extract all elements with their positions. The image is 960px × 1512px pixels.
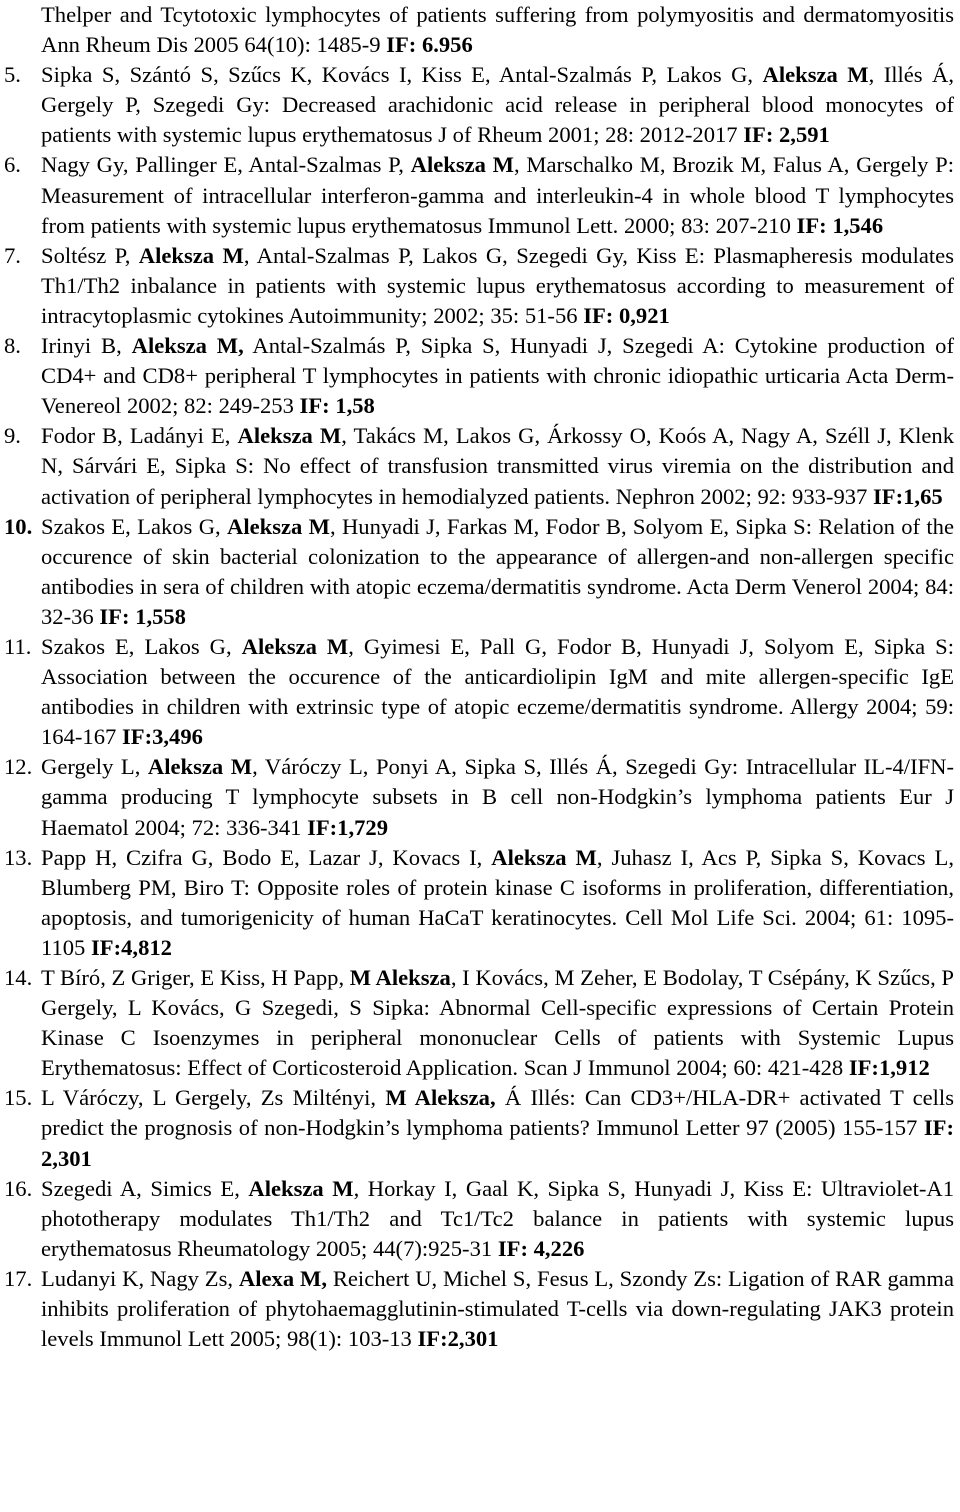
reference-number: 8. [4,333,21,359]
reference-text [41,512,954,632]
continued-reference [41,0,954,60]
bold-segment: IF: 1,58 [299,393,375,419]
reference-text [41,963,954,1083]
reference-number: 10. [4,513,33,539]
reference-item [4,752,954,842]
bold-segment: IF: 1,558 [99,603,186,629]
bold-segment: IF:1,729 [307,814,389,840]
text-segment: Irinyi B, [41,333,132,359]
text-segment: , Illés Á, Gergely P, Szegedi Gy: Decreased arachidonic acid release in peripheral blood monocytes of patients with systemic lupus erythematosus J of Rheum 2001; 28: 2012-2017 [41,62,954,148]
bold-segment: Aleksza M, [131,333,244,359]
bold-segment: IF:4,812 [91,934,172,960]
bold-segment: Aleksza M [762,62,869,88]
reference-number: 9. [4,423,21,449]
text-segment: , Váróczy L, Ponyi A, Sipka S, Illés Á, Szegedi Gy: Intracellular IL-4/IFN-gamma producing T lymphocyte subsets in B cell non-Hodgkin’s lymphoma patients Eur J Haematol 2004; 72: 336-341 [41,754,955,840]
bold-segment: Aleksza M [138,242,244,268]
text-segment: Szakos E, Lakos G, [41,513,227,539]
reference-number: 17. [4,1265,33,1291]
text-segment: Szegedi A, Simics E, [41,1175,249,1201]
bold-segment: IF: 1,546 [796,212,884,238]
reference-number: 11. [4,633,32,659]
text-segment: Reichert U, Michel S, Fesus L, Szondy Zs: Ligation of RAR gamma inhibits proliferation of phytohaemagglutinin-stimulated T-cells via down-regulating JAK3 protein levels Immunol Lett 2005; 98(1): 103-13 [41,1265,954,1352]
text-segment: , Juhasz I, Acs P, Sipka S, Kovacs L, Blumberg PM, Biro T: Opposite roles of protein kinase C isoforms in proliferation, differentiation, apoptosis, and tumorigenicity of human HaCaT keratinocytes. Cell Mol Life Sci. 2004; 61: 1095-1105 [41,844,955,960]
bold-segment: IF:1,65 [873,483,943,509]
reference-text [41,1174,954,1264]
reference-item [4,843,954,963]
bold-segment: Aleksza M [241,633,349,659]
text-segment: , Takács M, Lakos G, Árkossy O, Koós A, Nagy A, Széll J, Klenk N, Sárvári E, Sipka S: No effect of transfusion transmitted virus viremia on the distribution and activation of peripheral lymphocytes in hemodialyzed patients. Nephron 2002; 92: 933-937 [41,423,954,509]
continued-reference-text: Thelper and Tcytotoxic lymphocytes of patients suffering from polymyositis and dermatomyositis Ann Rheum Dis 2005 64(10): 1485-9 [41,2,954,58]
reference-item [4,150,954,240]
reference-text [41,241,954,331]
reference-text [41,60,954,150]
bold-segment: IF:1,912 [848,1055,930,1081]
reference-text [41,150,954,240]
bold-segment: IF: 2,591 [743,122,830,148]
text-segment: T Bíró, Z Griger, E Kiss, H Papp, [41,965,350,990]
bold-segment: M Aleksza [349,965,451,990]
bold-segment: Aleksza M [491,844,597,870]
reference-text [41,632,954,752]
text-segment: Ludanyi K, Nagy Zs, [41,1265,239,1291]
bold-segment: IF:3,496 [121,724,203,750]
reference-text [41,1083,954,1173]
text-segment: Antal-Szalmás P, Sipka S, Hunyadi J, Szegedi A: Cytokine production of CD4+ and CD8+ peripheral T lymphocytes in patients with chronic idiopathic urticaria Acta Derm-Venereol 2002; 82: 249-253 [41,333,954,419]
reference-text [41,331,954,421]
text-segment: Fodor B, Ladányi E, [41,423,238,449]
text-segment: , I Kovács, M Zeher, E Bodolay, T Csépány, K Szűcs, P Gergely, L Kovács, G Szegedi, S Sipka: Abnormal Cell-specific expressions of Certain Protein Kinase C Isoenzymes in peripheral mononuclear Cells of patients with Systemic Lupus Erythematosus: Effect of Corticosteroid Application. Scan J Immunol 2004; 60: 421-428 [41,965,954,1081]
reference-text [41,1264,954,1354]
text-segment: Papp H, Czifra G, Bodo E, Lazar J, Kovacs I, [41,844,492,870]
text-segment: Soltész P, [41,242,139,268]
reference-item [4,1083,954,1173]
reference-text [41,843,954,963]
bold-segment: IF:2,301 [417,1326,499,1352]
bold-segment: Aleksza M [227,513,330,539]
reference-item [4,60,954,150]
bold-segment: IF: 2,301 [41,1115,954,1171]
reference-number: 5. [4,62,21,88]
reference-item [4,241,954,331]
reference-text [41,752,954,842]
text-segment: Á Illés: Can CD3+/HLA-DR+ activated T cells predict the prognosis of non-Hodgkin’s lymphoma patients? Immunol Letter 97 (2005) 155-157 [41,1085,954,1141]
reference-number: 6. [4,152,21,178]
text-segment: Gergely L, [41,754,148,780]
reference-number: 7. [4,242,21,268]
bold-segment: Aleksza M [248,1175,354,1201]
reference-item [4,1264,954,1354]
text-segment: Sipka S, Szántó S, Szűcs K, Kovács I, Kiss E, Antal-Szalmás P, Lakos G, [41,62,763,88]
text-segment: , Horkay I, Gaal K, Sipka S, Hunyadi J, Kiss E: Ultraviolet-A1 phototherapy modulates Th1/Th2 and Tc1/Tc2 balance in patients with systemic lupus erythematosus Rheumatology 2005; 44(7):925-31 [41,1175,955,1261]
bold-segment: IF: 4,226 [497,1235,585,1261]
reference-text [41,421,954,511]
reference-number: 15. [4,1085,33,1111]
reference-item [4,632,954,752]
reference-item [4,1174,954,1264]
bold-segment: Aleksza M [410,152,514,178]
bold-segment: Alexa M, [238,1265,327,1291]
reference-item [4,421,954,511]
text-segment: Szakos E, Lakos G, [41,633,242,659]
reference-number: 13. [4,844,33,870]
reference-item [4,963,954,1083]
bold-segment: Aleksza M [237,423,342,449]
text-segment: L Váróczy, L Gergely, Zs Miltényi, [41,1085,386,1111]
text-segment: , Hunyadi J, Farkas M, Fodor B, Solyom E, Sipka S: Relation of the occurence of skin bacterial colonization to the appearance of allergen-and non-allergen specific antibodies in sera of children with atopic eczema/dermatitis syndrome. Acta Derm Venerol 2004; 84: 32-36 [41,513,955,629]
bold-segment: IF: 0,921 [583,302,670,328]
reference-item [4,331,954,421]
text-segment: , Gyimesi E, Pall G, Fodor B, Hunyadi J, Solyom E, Sipka S: Association between the occurence of the anticardiolipin IgM and mite allergen-specific IgE antibodies in children with extrinsic type of atopic eczeme/dermatitis syndrome. Allergy 2004; 59: 164-167 [41,633,955,750]
text-segment: , Marschalko M, Brozik M, Falus A, Gergely P: Measurement of intracellular interferon-gamma and interleukin-4 in whole blood T lymphocytes from patients with systemic lupus erythematosus Immunol Lett. 2000; 83: 207-210 [41,152,955,238]
bold-segment: M Aleksza, [385,1085,496,1111]
reference-item [4,512,954,632]
text-segment: Nagy Gy, Pallinger E, Antal-Szalmas P, [41,152,411,178]
reference-number: 16. [4,1175,33,1201]
reference-number: 14. [4,965,33,990]
bold-segment: Aleksza M [147,754,253,780]
reference-number: 12. [4,754,33,780]
reference-list [4,60,954,1354]
text-segment: , Antal-Szalmas P, Lakos G, Szegedi Gy, Kiss E: Plasmapheresis modulates Th1/Th2 inbalance in patients with systemic lupus erythematosus according to measurement of intracytoplasmic cytokines Autoimmunity; 2002; 35: 51-56 [41,242,954,328]
impact-factor: IF: 6.956 [386,32,473,58]
